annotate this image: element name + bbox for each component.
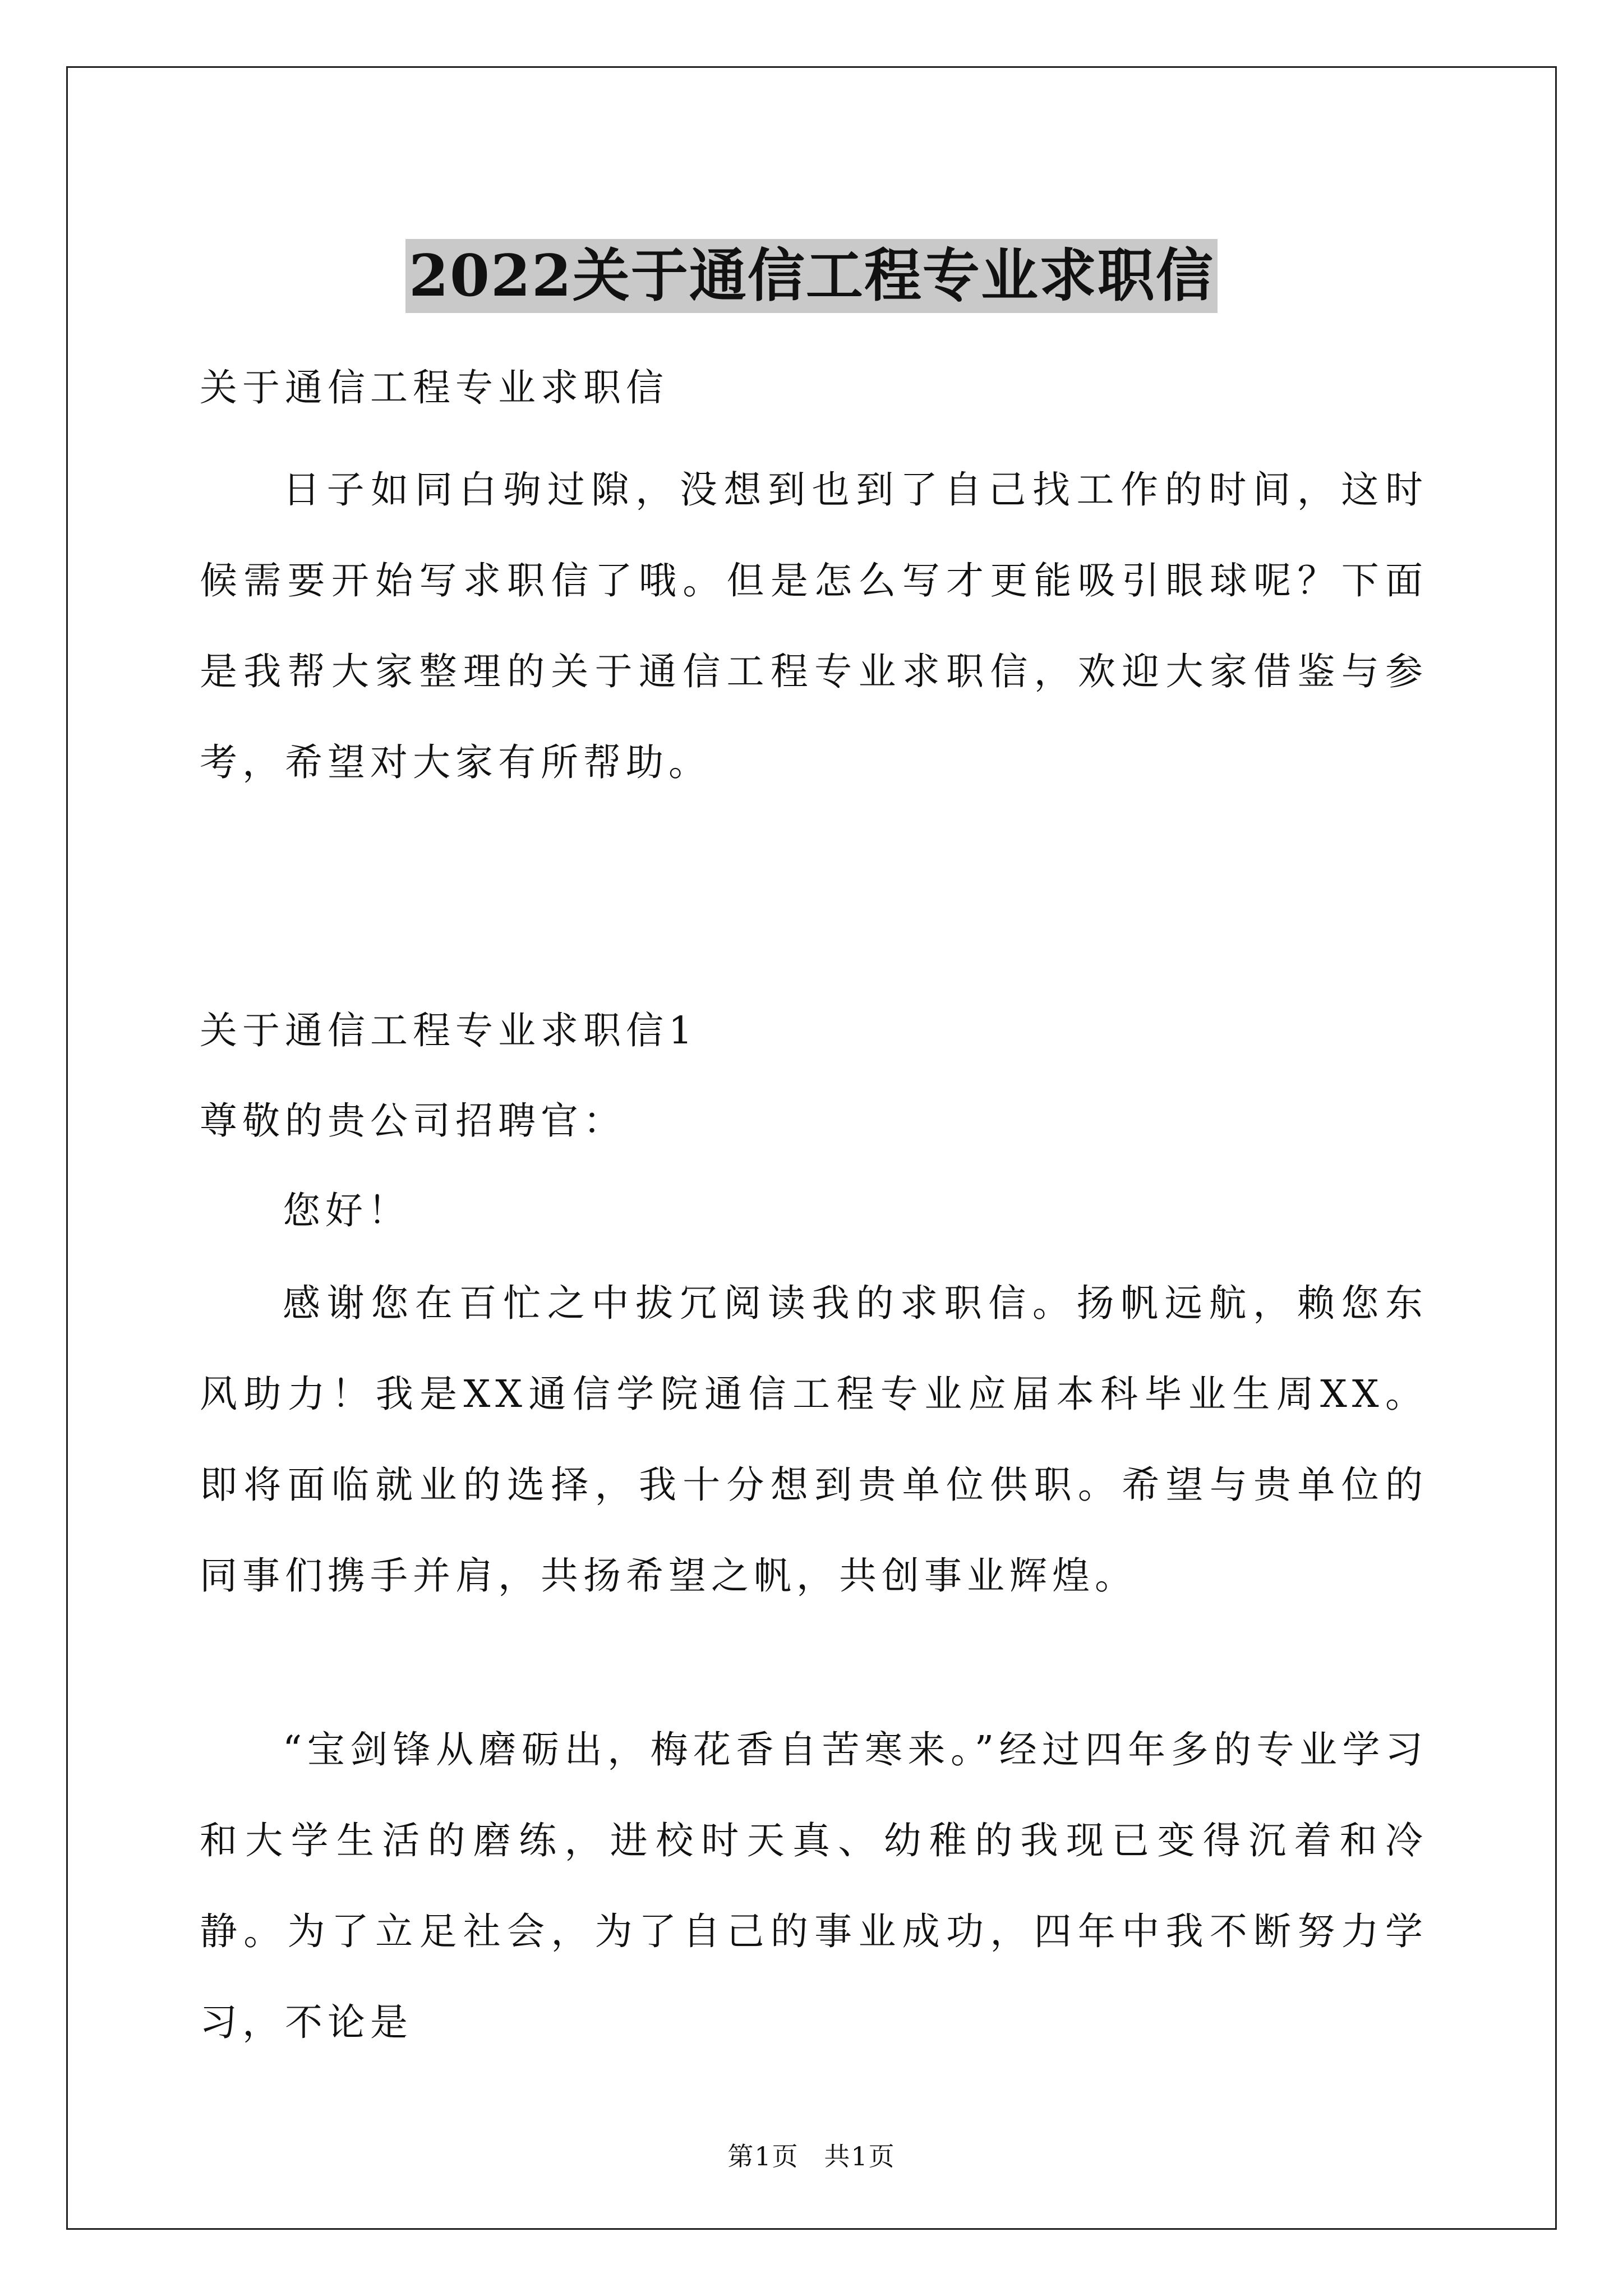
page-total: 共1页 [824,2141,896,2171]
document-title: 2022关于通信工程专业求职信 [405,239,1218,313]
title-area [0,201,1623,352]
page-footer [0,2136,1623,2173]
document-subtitle: 关于通信工程专业求职信 [200,366,668,409]
body-paragraph-1: 感谢您在百忙之中拔冗阅读我的求职信。扬帆远航，赖您东风助力！我是XX通信学院通信工程专业应届本科毕业生周XX。即将面临就业的选择，我十分想到贵单位供职。希望与贵单位的同事们携手并肩，共扬希望之帆，共创事业辉煌。 [200,1281,1428,1598]
section-heading: 关于通信工程专业求职信1 [200,1009,698,1052]
salutation: 尊敬的贵公司招聘官： [200,1099,626,1143]
page-number: 第1页 [727,2141,799,2171]
greeting: 您好！ [283,1189,411,1232]
intro-paragraph: 日子如同白驹过隙，没想到也到了自己找工作的时间，这时候需要开始写求职信了哦。但是怎么写才更能吸引眼球呢？下面是我帮大家整理的关于通信工程专业求职信，欢迎大家借鉴与参考，希望对大家有所帮助。 [200,468,1428,784]
body-paragraph-2: “宝剑锋从磨砺出，梅花香自苦寒来。”经过四年多的专业学习和大学生活的磨练，进校时天真、幼稚的我现已变得沉着和冷静。为了立足社会，为了自己的事业成功，四年中我不断努力学习，不论是 [200,1728,1428,2044]
